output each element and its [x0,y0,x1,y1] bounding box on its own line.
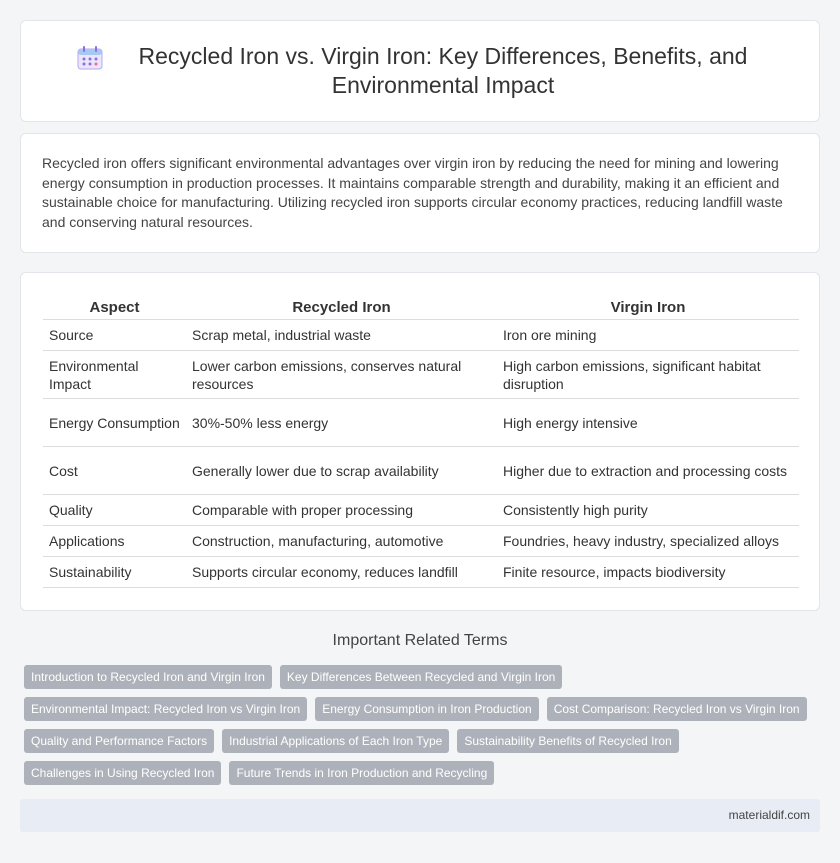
related-tags [24,665,824,793]
cell-virgin: High energy intensive [497,399,799,447]
tag-link[interactable]: Quality and Performance Factors [24,729,214,753]
footer [20,799,820,832]
cell-aspect: Energy Consumption [43,399,186,447]
title-wrap [21,21,819,121]
tag-row [24,665,824,689]
cell-recycled: 30%-50% less energy [186,399,497,447]
table-row [43,557,799,588]
cell-recycled: Supports circular economy, reduces landfill [186,557,497,588]
cell-recycled: Comparable with proper processing [186,495,497,526]
cell-aspect: Source [43,320,186,351]
table-row [43,351,799,399]
cell-recycled: Construction, manufacturing, automotive [186,526,497,557]
cell-virgin: Finite resource, impacts biodiversity [497,557,799,588]
table-row [43,320,799,351]
cell-recycled: Scrap metal, industrial waste [186,320,497,351]
tag-link[interactable]: Key Differences Between Recycled and Virgin Iron [280,665,562,689]
calendar-icon [77,46,103,70]
cell-aspect: Sustainability [43,557,186,588]
cell-aspect: Quality [43,495,186,526]
tag-row [24,729,824,753]
intro-paragraph: Recycled iron offers significant environmental advantages over virgin iron by reducing the need for mining and lowering energy consumption in production processes. It maintains comparable strength and durability, making it an efficient and sustainable choice for manufacturing. Utilizing recycled iron supports circular economy practices, reducing landfill waste and conserving natural resources. [42,155,783,230]
page-title: Recycled Iron vs. Virgin Iron: Key Differences, Benefits, and Environmental Impact [138,43,748,98]
tag-link[interactable]: Sustainability Benefits of Recycled Iron [457,729,678,753]
cell-virgin: Foundries, heavy industry, specialized alloys [497,526,799,557]
comparison-table [43,295,799,588]
tag-link[interactable]: Environmental Impact: Recycled Iron vs Virgin Iron [24,697,307,721]
title-inner [77,42,763,100]
table-header-row [43,295,799,320]
cell-aspect: Applications [43,526,186,557]
cell-virgin: High carbon emissions, significant habitat disruption [497,351,799,399]
cell-aspect: Environmental Impact [43,351,186,399]
table-row [43,447,799,495]
tag-link[interactable]: Energy Consumption in Iron Production [315,697,538,721]
footer-site-link[interactable]: materialdif.com [728,808,810,822]
tag-row [24,697,824,721]
header-card [20,20,820,122]
cell-virgin: Consistently high purity [497,495,799,526]
cell-virgin: Iron ore mining [497,320,799,351]
header-virgin-iron: Virgin Iron [497,295,799,320]
cell-aspect: Cost [43,447,186,495]
table-row [43,495,799,526]
table-row [43,526,799,557]
cell-virgin: Higher due to extraction and processing costs [497,447,799,495]
tag-link[interactable]: Industrial Applications of Each Iron Type [222,729,449,753]
cell-recycled: Generally lower due to scrap availability [186,447,497,495]
tag-link[interactable]: Cost Comparison: Recycled Iron vs Virgin Iron [547,697,807,721]
tag-link[interactable]: Introduction to Recycled Iron and Virgin Iron [24,665,272,689]
tag-link[interactable]: Challenges in Using Recycled Iron [24,761,221,785]
tag-link[interactable]: Future Trends in Iron Production and Recycling [229,761,494,785]
tag-row [24,761,824,785]
related-terms-title: Important Related Terms [332,632,508,649]
header-aspect: Aspect [43,295,186,320]
header-recycled-iron: Recycled Iron [186,295,497,320]
cell-recycled: Lower carbon emissions, conserves natural resources [186,351,497,399]
table-card [20,272,820,611]
intro-card [20,133,820,253]
table-row [43,399,799,447]
